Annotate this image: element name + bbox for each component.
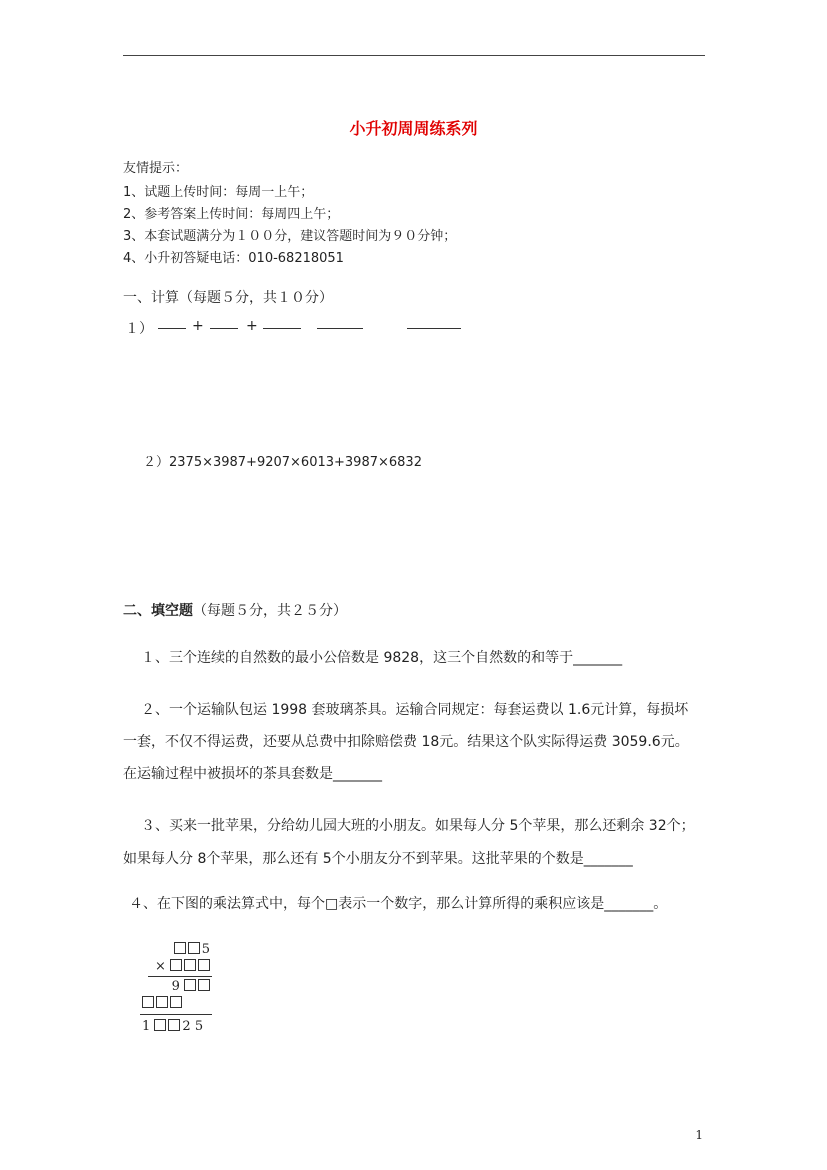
fraction-bar [407, 328, 461, 329]
fraction-bar [263, 328, 301, 329]
q1-prefix: １） [125, 321, 153, 337]
section2-heading-bold: 二、填空题 [123, 603, 193, 619]
section1-heading: 一、计算（每题５分，共１０分） [123, 290, 333, 306]
digit-box [198, 979, 210, 991]
plus-sign: + [246, 318, 258, 334]
digit-box [184, 979, 196, 991]
tip-item: 2、参考答案上传时间：每周四上午； [123, 207, 340, 222]
multiplication-figure [140, 940, 220, 1040]
mult-row-multiplier [155, 959, 212, 974]
header-rule [123, 55, 705, 56]
page-number: 1 [695, 1128, 703, 1142]
digit-box [170, 996, 182, 1008]
section2-heading-rest: （每题５分，共２５分） [193, 603, 347, 619]
plus-sign: + [192, 318, 204, 334]
mult-rule [140, 1014, 212, 1015]
page-title: 小升初周周练系列 [349, 119, 478, 138]
mult-digit: 1 [142, 1019, 151, 1034]
question-1-2: ２）2375×3987+9207×6013+3987×6832 [143, 455, 422, 470]
mult-digit: 5 [201, 942, 210, 957]
question-2-4: ４、在下图的乘法算式中，每个□表示一个数字，那么计算所得的乘积应该是_______。 [129, 896, 668, 912]
mult-row-multiplicand [174, 942, 210, 957]
fraction-bar [210, 328, 238, 329]
digit-box [154, 1019, 166, 1031]
question-2-2-line: 一套，不仅不得运费，还要从总费中扣除赔偿费 18元。结果这个队实际得运费 3059.6元。 [123, 734, 689, 750]
mult-row-partial-1 [172, 979, 212, 994]
tip-item: 1、试题上传时间：每周一上午； [123, 185, 314, 200]
tips-heading: 友情提示： [123, 161, 189, 176]
question-2-3-line: ３、买来一批苹果，分给幼儿园大班的小朋友。如果每人分 5个苹果，那么还剩余 32个； [141, 818, 695, 834]
digit-box [170, 959, 182, 971]
question-2-2-line: 在运输过程中被损坏的茶具套数是_______ [123, 766, 382, 782]
question-2-1: １、三个连续的自然数的最小公倍数是 9828，这三个自然数的和等于_______ [141, 650, 623, 666]
digit-box [142, 996, 154, 1008]
digit-box [188, 942, 200, 954]
question-2-3-line: 如果每人分 8个苹果，那么还有 5个小朋友分不到苹果。这批苹果的个数是_______ [123, 851, 633, 867]
digit-box [168, 1019, 180, 1031]
digit-box [174, 942, 186, 954]
tip-item: 3、本套试题满分为１００分，建议答题时间为９０分钟； [123, 229, 457, 244]
digit-box [198, 959, 210, 971]
digit-box [184, 959, 196, 971]
fraction-bar [317, 328, 363, 329]
question-2-2-line: ２、一个运输队包运 1998 套玻璃茶具。运输合同规定：每套运费以 1.6元计算，每损坏 [141, 702, 689, 718]
tip-item: 4、小升初答疑电话：010-68218051 [123, 251, 344, 266]
section2-heading [123, 600, 347, 620]
times-sign: × [154, 959, 166, 974]
mult-row-product [142, 1019, 203, 1034]
mult-rule [148, 976, 212, 977]
mult-digit: 2 5 [182, 1019, 204, 1034]
digit-box [156, 996, 168, 1008]
mult-row-partial-2 [142, 996, 184, 1011]
fraction-bar [158, 328, 186, 329]
mult-digit: 9 [171, 979, 180, 994]
